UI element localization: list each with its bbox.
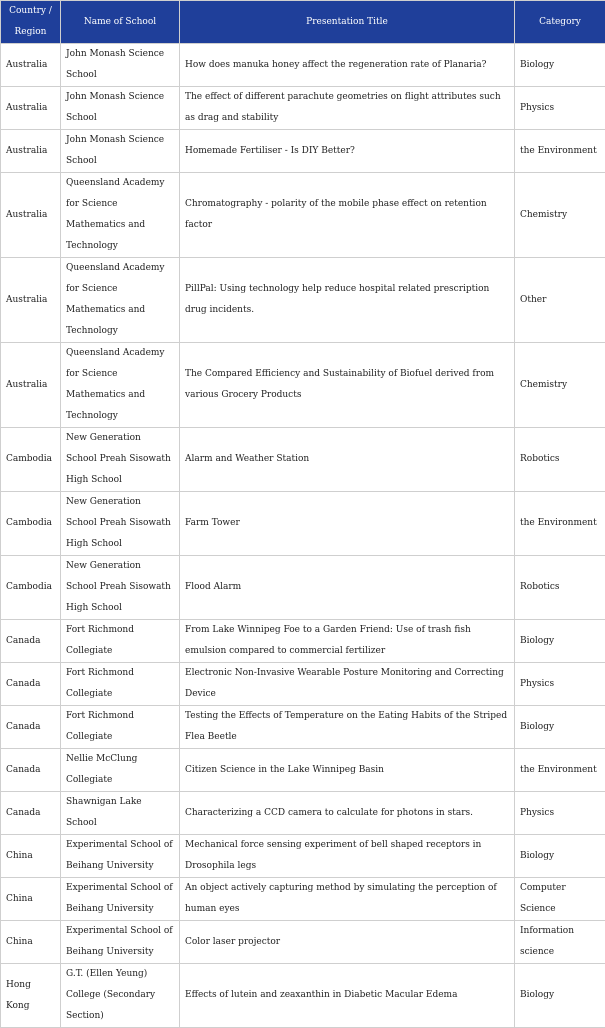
header-row [1, 1, 605, 44]
title-cell: Flood Alarm [180, 556, 515, 620]
school-cell: Nellie McClung Collegiate [61, 749, 180, 792]
country-cell: Hong Kong [1, 964, 61, 1028]
title-cell: Alarm and Weather Station [180, 428, 515, 492]
country-cell: Canada [1, 620, 61, 663]
category-cell: the Environment [515, 749, 605, 792]
country-cell: Cambodia [1, 556, 61, 620]
title-cell: Electronic Non-Invasive Wearable Posture Monitoring and Correcting Device [180, 663, 515, 706]
school-cell: Experimental School of Beihang University [61, 921, 180, 964]
school-cell: Queensland Academy for Science Mathematics and Technology [61, 343, 180, 428]
category-cell: Biology [515, 706, 605, 749]
table-row [1, 343, 605, 428]
table-row [1, 492, 605, 556]
title-cell: The effect of different parachute geometries on flight attributes such as drag and stability [180, 87, 515, 130]
country-cell: Canada [1, 749, 61, 792]
country-cell: Australia [1, 130, 61, 173]
school-cell: John Monash Science School [61, 44, 180, 87]
country-cell: Canada [1, 706, 61, 749]
title-cell: Testing the Effects of Temperature on the Eating Habits of the Striped Flea Beetle [180, 706, 515, 749]
category-cell: Biology [515, 44, 605, 87]
title-cell: Chromatography - polarity of the mobile phase effect on retention factor [180, 173, 515, 258]
country-cell: China [1, 835, 61, 878]
category-cell: Information science [515, 921, 605, 964]
category-cell: Computer Science [515, 878, 605, 921]
table-row [1, 663, 605, 706]
category-cell: Robotics [515, 556, 605, 620]
school-cell: Fort Richmond Collegiate [61, 706, 180, 749]
category-cell: Physics [515, 663, 605, 706]
school-cell: Experimental School of Beihang University [61, 878, 180, 921]
country-cell: Australia [1, 87, 61, 130]
table-row [1, 964, 605, 1028]
country-cell: China [1, 921, 61, 964]
country-cell: Canada [1, 792, 61, 835]
school-cell: G.T. (Ellen Yeung) College (Secondary Section) [61, 964, 180, 1028]
school-cell: New Generation School Preah Sisowath High School [61, 492, 180, 556]
title-cell: From Lake Winnipeg Foe to a Garden Friend: Use of trash fish emulsion compared to commercial fertilizer [180, 620, 515, 663]
category-cell: Physics [515, 792, 605, 835]
country-cell: Cambodia [1, 492, 61, 556]
country-cell: Canada [1, 663, 61, 706]
school-cell: Queensland Academy for Science Mathematics and Technology [61, 258, 180, 343]
table-row [1, 792, 605, 835]
school-cell: Fort Richmond Collegiate [61, 663, 180, 706]
country-cell: China [1, 878, 61, 921]
category-cell: the Environment [515, 492, 605, 556]
school-cell: Queensland Academy for Science Mathematics and Technology [61, 173, 180, 258]
category-cell: Physics [515, 87, 605, 130]
country-cell: Australia [1, 173, 61, 258]
title-cell: Homemade Fertiliser - Is DIY Better? [180, 130, 515, 173]
table-row [1, 706, 605, 749]
school-cell: Experimental School of Beihang University [61, 835, 180, 878]
header-title: Presentation Title [180, 1, 515, 44]
title-cell: How does manuka honey affect the regeneration rate of Planaria? [180, 44, 515, 87]
title-cell: An object actively capturing method by simulating the perception of human eyes [180, 878, 515, 921]
table-row [1, 258, 605, 343]
country-cell: Australia [1, 44, 61, 87]
table-row [1, 130, 605, 173]
school-cell: New Generation School Preah Sisowath High School [61, 556, 180, 620]
table-row [1, 44, 605, 87]
table-row [1, 835, 605, 878]
table-row [1, 428, 605, 492]
category-cell: the Environment [515, 130, 605, 173]
table-row [1, 921, 605, 964]
title-cell: Characterizing a CCD camera to calculate for photons in stars. [180, 792, 515, 835]
header-school: Name of School [61, 1, 180, 44]
category-cell: Robotics [515, 428, 605, 492]
header-country: Country / Region [1, 1, 61, 44]
title-cell: Farm Tower [180, 492, 515, 556]
school-cell: New Generation School Preah Sisowath High School [61, 428, 180, 492]
country-cell: Cambodia [1, 428, 61, 492]
title-cell: Mechanical force sensing experiment of bell shaped receptors in Drosophila legs [180, 835, 515, 878]
title-cell: Color laser projector [180, 921, 515, 964]
table-row [1, 173, 605, 258]
category-cell: Chemistry [515, 343, 605, 428]
title-cell: Effects of lutein and zeaxanthin in Diabetic Macular Edema [180, 964, 515, 1028]
table-row [1, 749, 605, 792]
title-cell: Citizen Science in the Lake Winnipeg Basin [180, 749, 515, 792]
table-row [1, 87, 605, 130]
table-row [1, 556, 605, 620]
category-cell: Chemistry [515, 173, 605, 258]
category-cell: Biology [515, 620, 605, 663]
country-cell: Australia [1, 258, 61, 343]
category-cell: Other [515, 258, 605, 343]
table-row [1, 620, 605, 663]
category-cell: Biology [515, 835, 605, 878]
category-cell: Biology [515, 964, 605, 1028]
header-category: Category [515, 1, 605, 44]
school-cell: John Monash Science School [61, 87, 180, 130]
title-cell: PillPal: Using technology help reduce hospital related prescription drug incidents. [180, 258, 515, 343]
title-cell: The Compared Efficiency and Sustainability of Biofuel derived from various Grocery Products [180, 343, 515, 428]
school-cell: Fort Richmond Collegiate [61, 620, 180, 663]
country-cell: Australia [1, 343, 61, 428]
school-cell: John Monash Science School [61, 130, 180, 173]
table-row [1, 878, 605, 921]
school-cell: Shawnigan Lake School [61, 792, 180, 835]
